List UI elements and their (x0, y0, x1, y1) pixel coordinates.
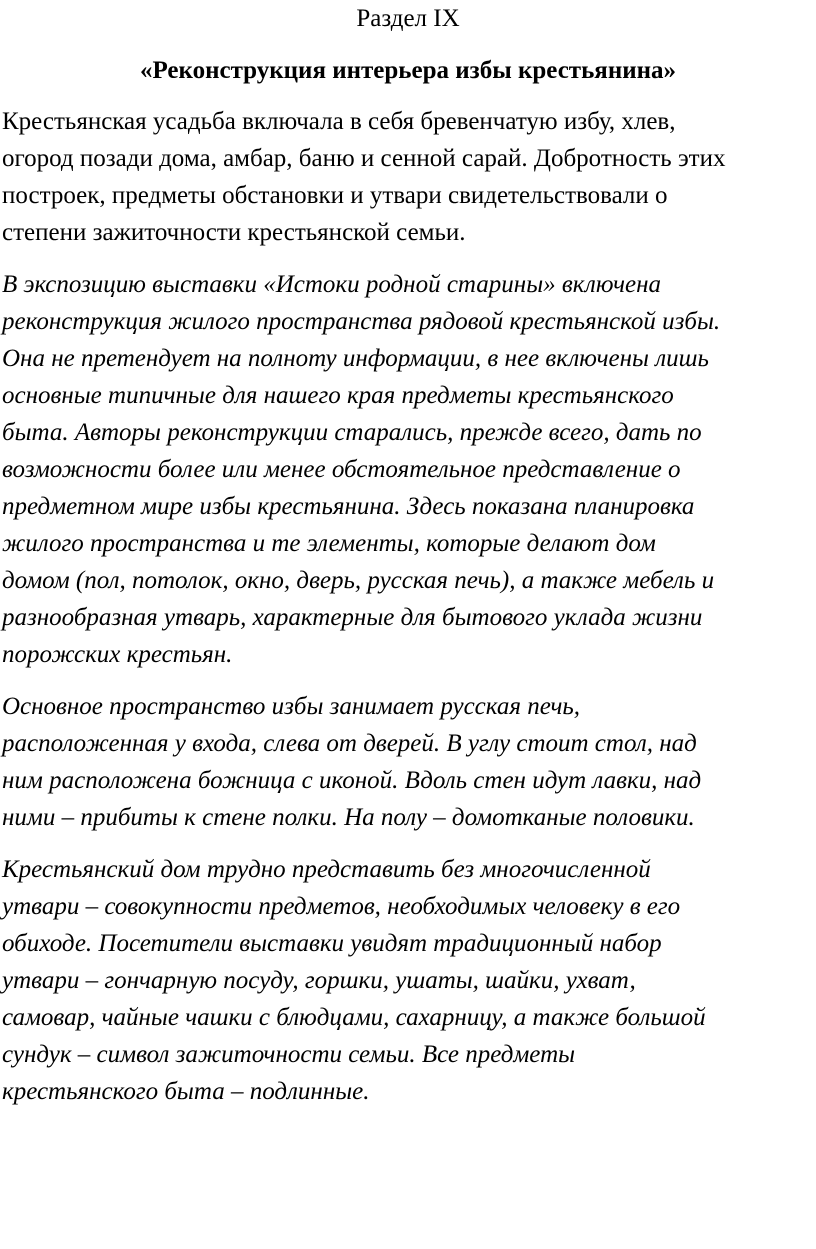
paragraph-line: жилого пространства и те элементы, которые делают дом (2, 530, 656, 557)
paragraph-line: возможности более или менее обстоятельное представление о (2, 456, 681, 483)
paragraph-line: степени зажиточности крестьянской семьи. (2, 219, 466, 246)
document-title: «Реконструкция интерьера избы крестьянина» (139, 57, 677, 84)
paragraph-line: Она не претендует на полноту информации, в нее включены лишь (2, 345, 709, 372)
paragraph-line: самовар, чайные чашки с блюдцами, сахарницу, а также большой (2, 1004, 706, 1031)
paragraph-line: ними – прибиты к стене полки. На полу – домотканые половики. (2, 804, 695, 831)
paragraph-line: предметном мире избы крестьянина. Здесь показана планировка (2, 493, 695, 520)
paragraph-line: Крестьянский дом трудно представить без многочисленной (2, 856, 651, 883)
paragraph-estate-description (0, 103, 816, 251)
paragraph-line: ним расположена божница с иконой. Вдоль стен идут лавки, над (2, 767, 702, 794)
paragraph-line: разнообразная утварь, характерные для бытового уклада жизни (2, 604, 703, 631)
paragraph-line: обиходе. Посетители выставки увидят традиционный набор (2, 930, 662, 957)
paragraph-household-utensils (0, 851, 816, 1110)
paragraph-line: сундук – символ зажиточности семьи. Все предметы (2, 1041, 576, 1068)
paragraph-line: Крестьянская усадьба включала в себя бревенчатую избу, хлев, (2, 108, 676, 135)
paragraph-line: утвари – гончарную посуду, горшки, ушаты, шайки, ухват, (2, 967, 636, 994)
paragraph-line: порожских крестьян. (2, 641, 233, 668)
paragraph-line: Основное пространство избы занимает русская печь, (2, 693, 581, 720)
paragraph-line: В экспозицию выставки «Истоки родной старины» включена (2, 271, 662, 298)
section-label: Раздел IX (356, 5, 460, 32)
paragraph-line: крестьянского быта – подлинные. (2, 1078, 370, 1105)
paragraph-line: реконструкция жилого пространства рядовой крестьянской избы. (2, 308, 721, 335)
paragraph-line: домом (пол, потолок, окно, дверь, русская печь), а также мебель и (2, 567, 715, 594)
paragraph-izba-layout (0, 688, 816, 836)
paragraph-line: построек, предметы обстановки и утвари свидетельствовали о (2, 182, 668, 209)
paragraph-line: огород позади дома, амбар, баню и сенной сарай. Добротность этих (2, 145, 726, 172)
paragraph-exhibition-reconstruction (0, 266, 816, 673)
paragraph-line: утвари – совокупности предметов, необходимых человеку в его (2, 893, 681, 920)
paragraph-line: быта. Авторы реконструкции старались, прежде всего, дать по (2, 419, 702, 446)
paragraph-line: расположенная у входа, слева от дверей. В углу стоит стол, над (2, 730, 697, 757)
paragraph-line: основные типичные для нашего края предметы крестьянского (2, 382, 674, 409)
